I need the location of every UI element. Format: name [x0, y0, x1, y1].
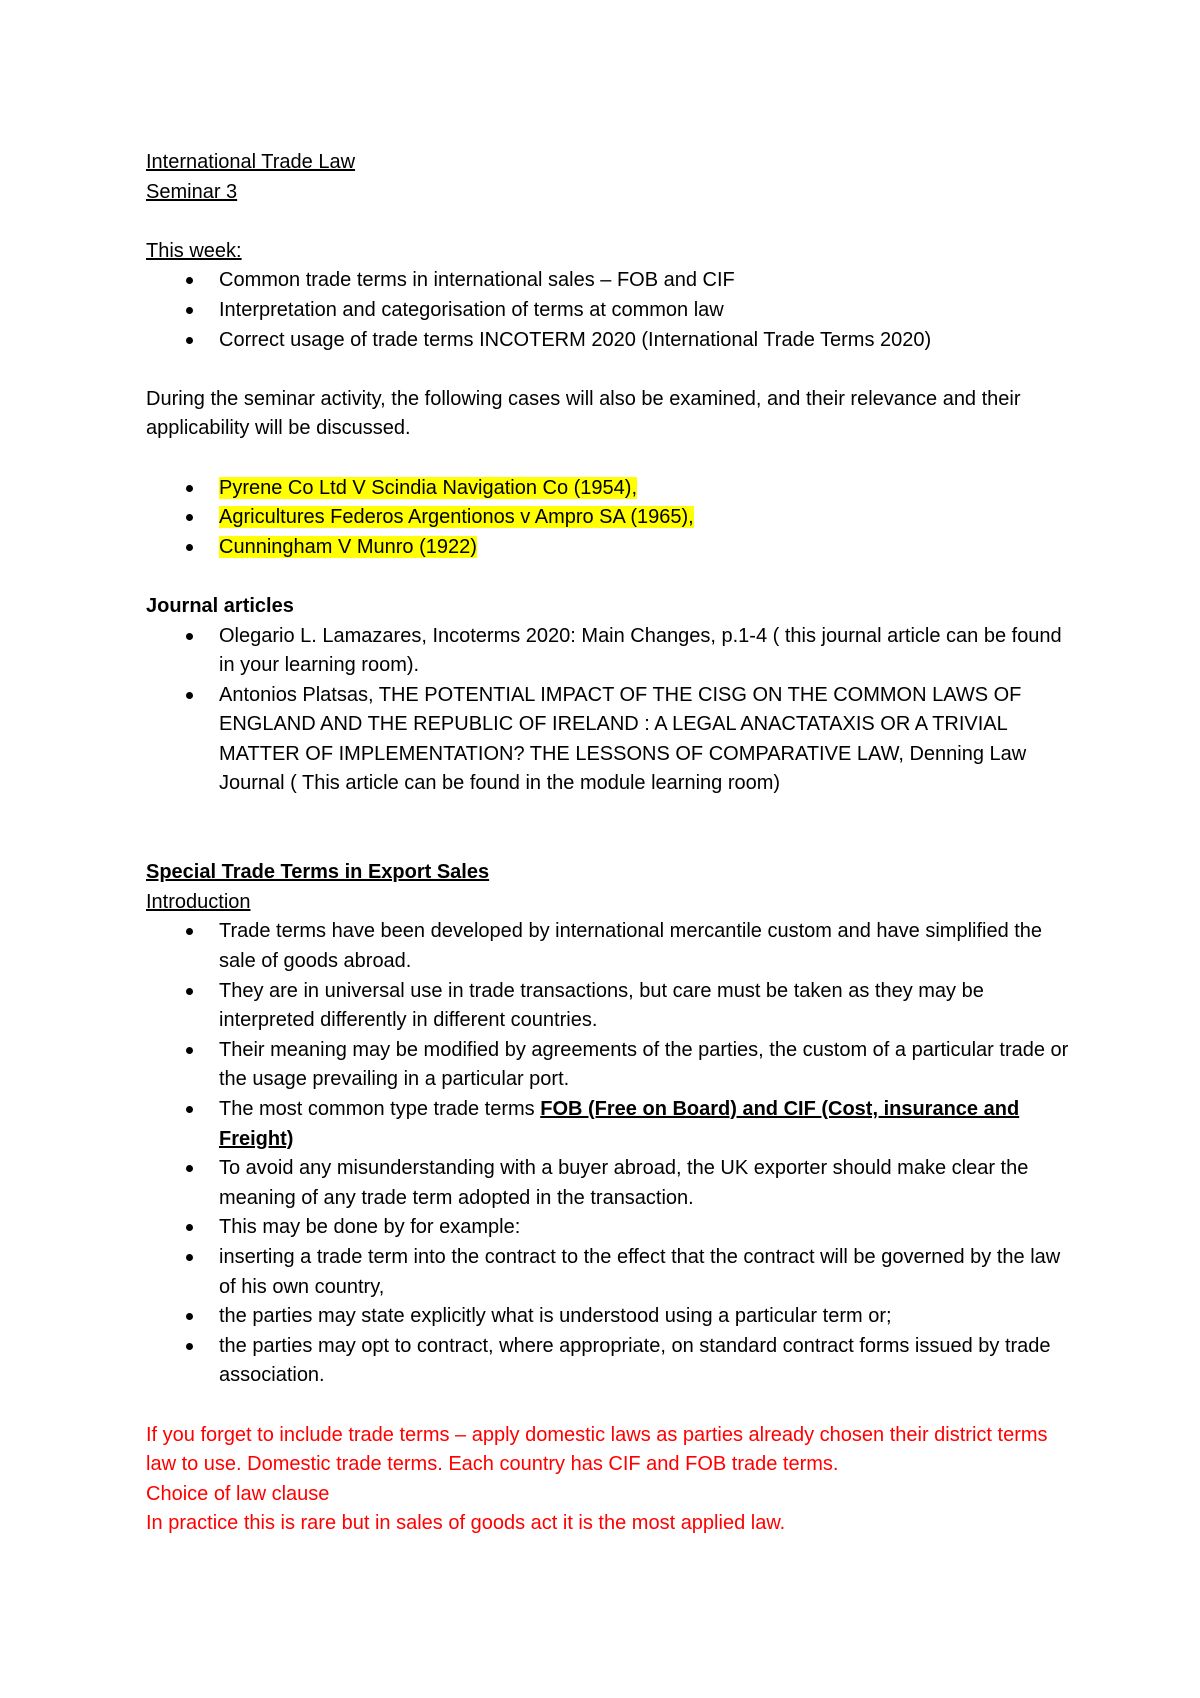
- list-item: This may be done by for example:: [146, 1213, 1076, 1243]
- list-item: Trade terms have been developed by international mercantile custom and have simplified the sale of goods abroad.: [146, 917, 1076, 976]
- list-item: the parties may state explicitly what is understood using a particular term or;: [146, 1302, 1076, 1332]
- bullet-icon: [186, 1047, 193, 1054]
- spacer: [146, 799, 1076, 829]
- document-subtitle: Seminar 3: [146, 180, 238, 203]
- list-item: To avoid any misunderstanding with a buyer abroad, the UK exporter should make clear the meaning of any trade term adopted in the transaction.: [146, 1154, 1076, 1213]
- list-item: Olegario L. Lamazares, Incoterms 2020: Main Changes, p.1-4 ( this journal article can be found in your learning room).: [146, 622, 1076, 681]
- bullet-icon: [186, 1343, 193, 1350]
- list-item: Common trade terms in international sales – FOB and CIF: [146, 266, 1076, 296]
- list-item: Their meaning may be modified by agreements of the parties, the custom of a particular trade or the usage prevailing in a particular port.: [146, 1036, 1076, 1095]
- spacer: [146, 355, 1076, 385]
- bullet-icon: [186, 928, 193, 935]
- list-item: [146, 533, 1076, 563]
- bullet-icon: [186, 1313, 193, 1320]
- list-item: [146, 474, 1076, 504]
- spacer: [146, 562, 1076, 592]
- journal-heading: Journal articles: [146, 594, 294, 617]
- bullet-icon: [186, 514, 193, 521]
- highlighted-case: Pyrene Co Ltd V Scindia Navigation Co (1954),: [219, 476, 638, 499]
- list-item: The most common type trade terms FOB (Free on Board) and CIF (Cost, insurance and Freight): [146, 1095, 1076, 1154]
- spacer: [146, 829, 1076, 859]
- bullet-icon: [186, 307, 193, 314]
- this-week-heading: This week:: [146, 239, 242, 262]
- special-terms-list: [146, 917, 1076, 1391]
- document-title: International Trade Law: [146, 151, 356, 173]
- cases-intro: During the seminar activity, the following cases will also be examined, and their relevance and their applicability will be discussed.: [146, 387, 1021, 440]
- special-terms-heading: Special Trade Terms in Export Sales: [146, 861, 490, 884]
- document-content: [146, 148, 1076, 1539]
- spacer: [146, 207, 1076, 237]
- bullet-icon: [186, 1165, 193, 1172]
- journal-list: [146, 622, 1076, 800]
- list-item: They are in universal use in trade transactions, but care must be taken as they may be interpreted differently in different countries.: [146, 977, 1076, 1036]
- bullet-icon: [186, 692, 193, 699]
- bullet-icon: [186, 988, 193, 995]
- cases-list: [146, 474, 1076, 563]
- bullet-icon: [186, 277, 193, 284]
- note-paragraph: If you forget to include trade terms – apply domestic laws as parties already chosen their district terms law to use. Domestic trade terms. Each country has CIF and FOB trade terms.: [146, 1423, 1048, 1476]
- list-item: Interpretation and categorisation of terms at common law: [146, 296, 1076, 326]
- list-item: Correct usage of trade terms INCOTERM 2020 (International Trade Terms 2020): [146, 326, 1076, 356]
- note-practice: In practice this is rare but in sales of goods act it is the most applied law.: [146, 1512, 786, 1535]
- note-choice-of-law: Choice of law clause: [146, 1482, 330, 1505]
- this-week-list: [146, 266, 1076, 355]
- list-item: the parties may opt to contract, where appropriate, on standard contract forms issued by trade association.: [146, 1332, 1076, 1391]
- bullet-icon: [186, 544, 193, 551]
- bullet-icon: [186, 1224, 193, 1231]
- highlighted-case: Cunningham V Munro (1922): [219, 535, 477, 558]
- bullet-icon: [186, 1254, 193, 1261]
- bullet-icon: [186, 633, 193, 640]
- spacer: [146, 444, 1076, 474]
- list-item: Antonios Platsas, THE POTENTIAL IMPACT OF THE CISG ON THE COMMON LAWS OF ENGLAND AND THE REPUBLIC OF IRELAND : A LEGAL ANACTATAXIS OR A TRIVIAL MATTER OF IMPLEMENTATION? THE LESSONS OF COMPARATIVE LAW, Denning Law Journal ( This article can be found in the module learning room): [146, 681, 1076, 799]
- bullet-icon: [186, 485, 193, 492]
- highlighted-case: Agricultures Federos Argentionos v Ampro SA (1965),: [219, 506, 694, 529]
- list-item: [146, 503, 1076, 533]
- bullet-icon: [186, 337, 193, 344]
- list-item: inserting a trade term into the contract to the effect that the contract will be governed by the law of his own country,: [146, 1243, 1076, 1302]
- spacer: [146, 1391, 1076, 1421]
- introduction-heading: Introduction: [146, 890, 251, 913]
- bullet-icon: [186, 1106, 193, 1113]
- fob-cif-emphasis: FOB (Free on Board) and CIF (Cost, insurance and Freight): [219, 1098, 1020, 1150]
